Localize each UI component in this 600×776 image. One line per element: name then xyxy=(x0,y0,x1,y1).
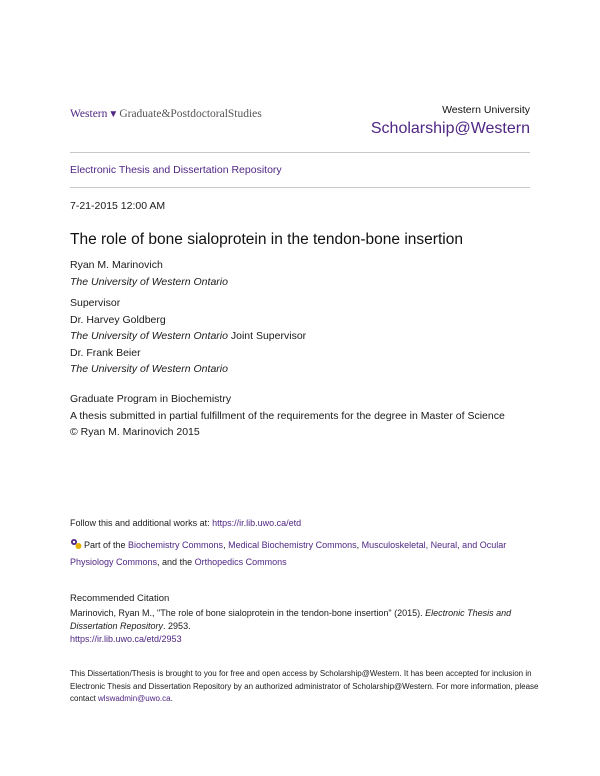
orthopedics-commons-link[interactable]: Orthopedics Commons xyxy=(194,557,287,567)
copyright: © Ryan M. Marinovich 2015 xyxy=(70,426,200,438)
supervisor-affiliation-2: The University of Western Ontario xyxy=(70,363,228,375)
author-affiliation: The University of Western Ontario xyxy=(70,275,228,288)
joint-supervisor-label: Joint Supervisor xyxy=(227,330,307,342)
supervisor-affiliation-1: The University of Western Ontario xyxy=(70,330,228,342)
date: 7-21-2015 12:00 AM xyxy=(70,200,166,212)
part-of-sep: , xyxy=(223,540,229,550)
medical-biochemistry-commons-link[interactable]: Medical Biochemistry Commons xyxy=(228,540,357,550)
western-grad-logo xyxy=(70,108,262,120)
divider-second xyxy=(70,187,530,188)
citation-url-link[interactable]: https://ir.lib.uwo.ca/etd/2953 xyxy=(70,634,182,644)
follow-line xyxy=(70,518,301,528)
biochemistry-commons-link[interactable]: Biochemistry Commons xyxy=(128,540,224,550)
follow-text: Follow this and additional works at: xyxy=(70,518,213,528)
citation-heading: Recommended Citation xyxy=(70,593,170,604)
part-of-sep: , xyxy=(356,540,362,550)
citation-text: Marinovich, Ryan M., "The role of bone sialoprotein in the tendon-bone insertion" (2015). xyxy=(70,608,426,618)
scholarship-logo[interactable]: Scholarship@Western xyxy=(370,120,530,137)
supervisor-label: Supervisor xyxy=(70,297,121,309)
citation-number: . 2953. xyxy=(163,621,191,631)
network-commons-icon xyxy=(70,538,82,550)
program-block xyxy=(70,391,505,441)
part-of-block xyxy=(70,537,540,571)
supervisor-name-2: Dr. Frank Beier xyxy=(70,346,141,359)
program-name: Graduate Program in Biochemistry xyxy=(70,393,232,405)
repository-link[interactable]: Electronic Thesis and Dissertation Repository xyxy=(70,164,282,176)
footer-notice xyxy=(70,668,540,706)
author-block xyxy=(70,257,228,290)
supervisor-block xyxy=(70,295,306,378)
logo-western-text: Western xyxy=(70,108,108,120)
contact-email-link[interactable]: wlswadmin@uwo.ca xyxy=(98,694,171,703)
university-name: Western University xyxy=(442,104,530,116)
footer-text: This Dissertation/Thesis is brought to you for free and open access by Scholarship@Western. It has been accepted for inclusion in Electronic Thesis and Dissertation Repository by an authorized administrator of Scholarship@Western. For more information, please contact xyxy=(70,669,539,703)
citation-journal: Electronic Thesis and Dissertation Repository xyxy=(70,608,512,631)
part-of-sep: , and the xyxy=(157,557,195,567)
follow-url-link[interactable]: https://ir.lib.uwo.ca/etd xyxy=(212,518,302,528)
western-shield-icon: ▼ xyxy=(108,109,119,120)
citation-block xyxy=(70,607,540,646)
supervisor-name-1: Dr. Harvey Goldberg xyxy=(70,313,166,326)
part-of-prefix: Part of the xyxy=(84,540,129,550)
page-title: The role of bone sialoprotein in the tendon-bone insertion xyxy=(70,231,463,248)
logo-grad-text: Graduate&PostdoctoralStudies xyxy=(119,108,262,120)
divider-top xyxy=(70,152,530,153)
author-name: Ryan M. Marinovich xyxy=(70,259,163,271)
footer-end: . xyxy=(170,694,173,703)
musculoskeletal-commons-link[interactable]: Musculoskeletal, Neural, and Ocular Physiology Commons xyxy=(70,540,507,567)
thesis-statement: A thesis submitted in partial fulfillment of the requirements for the degree in Master of Science xyxy=(70,409,505,422)
